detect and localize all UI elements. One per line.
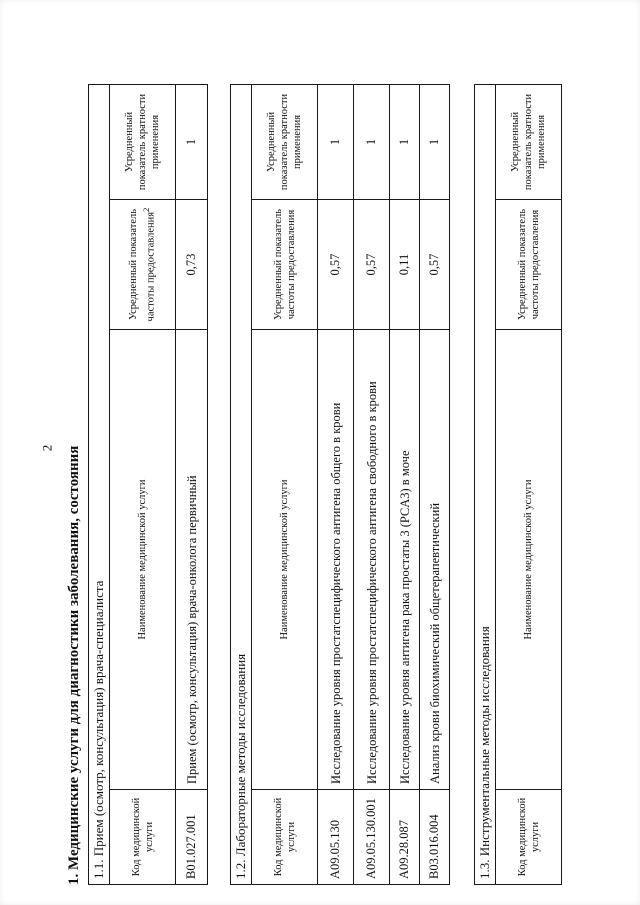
- frequency-value: 0,11: [390, 200, 420, 330]
- section-caption: 1.3. Инструментальные методы исследования: [475, 84, 496, 884]
- header-name: Наименование медицинской услуги: [496, 330, 562, 790]
- header-frequency: Усредненный показатель частоты предоставления: [252, 200, 318, 330]
- table-row: [354, 84, 390, 884]
- table-section-1-3: [474, 84, 562, 885]
- header-code: Код медицинской услуги: [252, 790, 318, 885]
- header-frequency: Усредненный показатель частоты предоставления: [496, 200, 562, 330]
- table-row: [420, 84, 450, 884]
- service-code: A09.05.130: [318, 790, 354, 885]
- header-frequency: Усредненный показатель частоты предоставления$^2$: [110, 200, 176, 330]
- service-code: A09.05.130.001: [354, 790, 390, 885]
- table-row: [390, 84, 420, 884]
- section-caption: 1.1. Прием (осмотр, консультация) врача-специалиста: [89, 84, 110, 884]
- header-name: Наименование медицинской услуги: [110, 330, 176, 790]
- table-section-1-2: [230, 84, 450, 885]
- section-title: 1. Медицинские услуги для диагностики заболевания, состояния: [66, 445, 82, 885]
- multiplicity-value: 1: [420, 84, 450, 199]
- header-code: Код медицинской услуги: [110, 790, 176, 885]
- frequency-value: 0,57: [318, 200, 354, 330]
- frequency-value: 0,73: [176, 200, 208, 330]
- frequency-value: 0,57: [354, 200, 390, 330]
- service-name: Анализ крови биохимический общетерапевтический: [420, 330, 450, 790]
- section-caption: 1.2. Лабораторные методы исследования: [231, 84, 252, 884]
- header-multiplicity: Усредненный показатель кратности применения: [496, 84, 562, 199]
- page-number: 2: [39, 444, 55, 452]
- table-row: [318, 84, 354, 884]
- header-multiplicity: Усредненный показатель кратности применения: [110, 84, 176, 199]
- service-code: A09.28.087: [390, 790, 420, 885]
- frequency-value: 0,57: [420, 200, 450, 330]
- multiplicity-value: 1: [176, 84, 208, 199]
- multiplicity-value: 1: [318, 84, 354, 199]
- header-code: Код медицинской услуги: [496, 790, 562, 885]
- service-code: B01.027.001: [176, 790, 208, 885]
- service-name: Исследование уровня простатспецифического антигена общего в крови: [318, 330, 354, 790]
- table-row: [176, 84, 208, 884]
- service-name: Исследование уровня простатспецифического антигена свободного в крови: [354, 330, 390, 790]
- service-code: B03.016.004: [420, 790, 450, 885]
- multiplicity-value: 1: [354, 84, 390, 199]
- header-name: Наименование медицинской услуги: [252, 330, 318, 790]
- document-content: [66, 60, 586, 885]
- header-multiplicity: Усредненный показатель кратности применения: [252, 84, 318, 199]
- service-name: Прием (осмотр, консультация) врача-онколога первичный: [176, 330, 208, 790]
- table-section-1-1: [88, 84, 208, 885]
- service-name: Исследование уровня антигена рака простаты 3 (PCA3) в моче: [390, 330, 420, 790]
- multiplicity-value: 1: [390, 84, 420, 199]
